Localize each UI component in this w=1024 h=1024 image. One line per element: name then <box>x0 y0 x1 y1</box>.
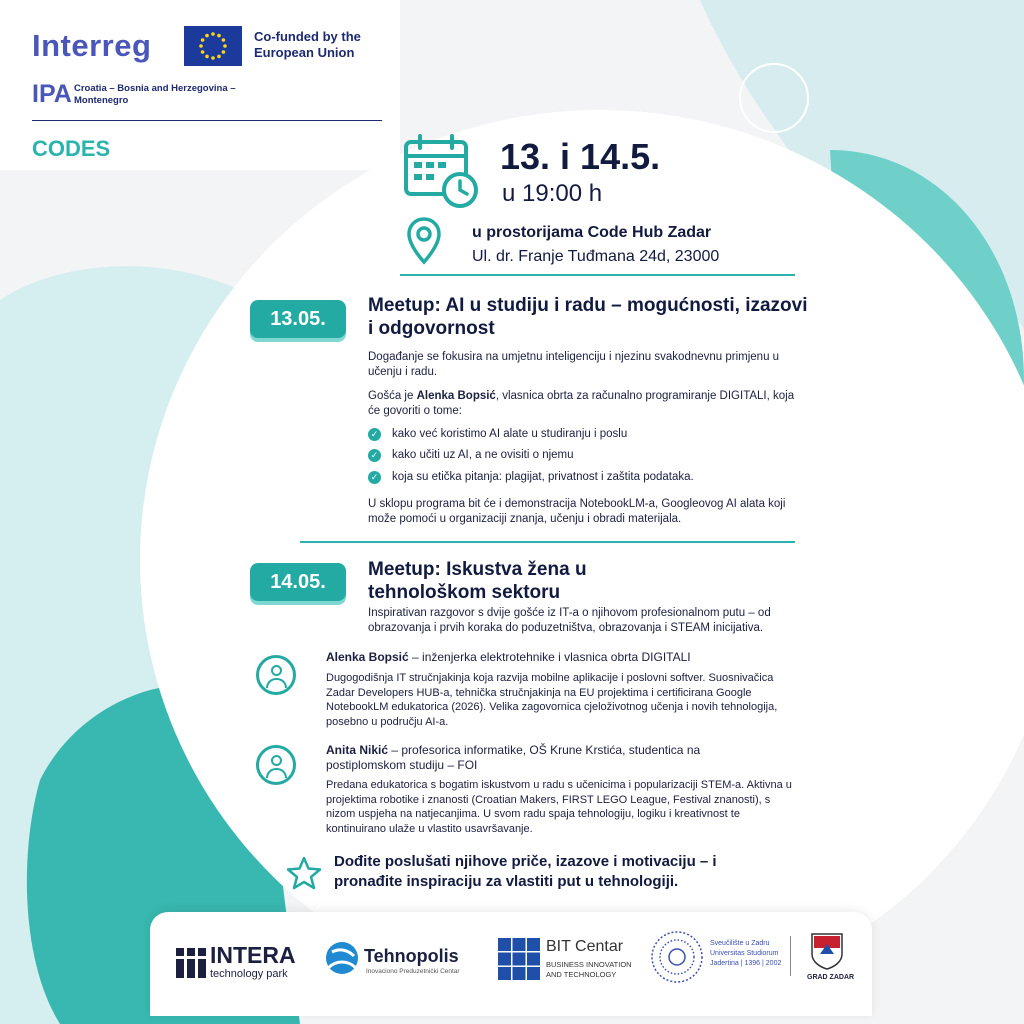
bit-centar-logo: BIT Centar <box>546 938 624 955</box>
intera-sub: technology park <box>210 968 288 980</box>
speaker2-name: Anita Nikić <box>326 743 389 757</box>
meetup2-title: Meetup: Iskustva žena u tehnološkom sektoru <box>368 559 587 603</box>
project-name: CODES <box>32 136 111 161</box>
university-name1: Sveučilište u Zadru <box>710 940 770 947</box>
tehnopolis-logo: Tehnopolis <box>364 946 459 966</box>
university-name2: Universitas Studiorum <box>710 950 779 957</box>
ipa-program-text: Croatia – Bosnia and Herzegovina – Montenegro <box>74 83 236 106</box>
bit-centar-logo-icon <box>498 938 540 980</box>
header-divider <box>32 120 382 121</box>
speaker2-header <box>326 743 726 773</box>
speaker1-bio: Dugogodišnja IT stručnjakinja koja razvija mobilne aplikacije i poslovni softver. Suosnivačica Zadar Developers HUB-a, tehnička stručnjakinja na EU projektima i certificirana Google NotebookLM edukatorica (2026). Velika zagovornica cjeloživotnog učenja i novih tehnologija, posebno u području AI-a. <box>326 672 778 728</box>
meetup2-intro: Inspirativan razgovor s dvije gošće iz IT-a o njihovom profesionalnom putu – od obrazovanja i prvih koraka do poduzetništva, obrazovanja i STEAM inicijativa. <box>368 607 771 634</box>
venue-address: Ul. dr. Franje Tuđmana 24d, 23000 <box>472 248 720 265</box>
university-name3: Jadertina | 1396 | 2002 <box>710 960 782 967</box>
grad-zadar-label: GRAD ZADAR <box>807 974 855 981</box>
check-icon: ✓ <box>368 471 381 484</box>
guest-prefix: Gošća je <box>368 390 417 402</box>
meetup1-bullet: kako već koristimo AI alate u studiranju i poslu <box>392 428 628 440</box>
interreg-logo: Interreg <box>32 28 152 63</box>
intera-logo-icon <box>176 948 206 978</box>
check-icon: ✓ <box>368 428 381 441</box>
university-seal-icon <box>650 930 704 984</box>
person-icon <box>256 655 296 695</box>
meetup1-date-badge: 13.05. <box>250 300 346 338</box>
partner-logos-bar <box>150 912 872 1016</box>
venue-name: u prostorijama Code Hub Zadar <box>472 224 712 241</box>
meetup1-bullet: koja su etička pitanja: plagijat, privatnost i zaštita podataka. <box>392 471 694 483</box>
speaker2-role: – profesorica informatike, OŠ Krune Krstića, studentica na postiplomskom studiju – FOI <box>326 743 701 772</box>
speaker1-name: Alenka Bopsić <box>326 650 409 664</box>
meetup1-bullet: kako učiti uz AI, a ne ovisiti o njemu <box>392 449 574 461</box>
logo-divider <box>790 936 791 976</box>
ipa-logo: IPA <box>32 80 72 108</box>
star-icon <box>286 856 322 890</box>
meetup1-title: Meetup: AI u studiju i radu – mogućnosti, izazovi i odgovornost <box>368 295 808 339</box>
guest-suffix: , vlasnica obrta za računalno programiranje DIGITALI, koja će govoriti o tome: <box>368 390 795 417</box>
closing-call-to-action: Dođite poslušati njihove priče, izazove i motivaciju – i pronađite inspiraciju za vlastiti put u tehnologiji. <box>334 853 717 890</box>
tehnopolis-sub: Inovaciono Preduzetnički Centar <box>366 968 460 975</box>
bit-centar-sub1: BUSINESS INNOVATION <box>546 960 632 969</box>
check-icon: ✓ <box>368 449 381 462</box>
speaker2-bio: Predana edukatorica s bogatim iskustvom u radu s učenicima i popularizaciji STEM-a. Aktivna u projektima robotike i znanosti (Croatian Makers, FIRST LEGO League, Festival znanosti), s nizom uspjeha na natjecanjima. U svom radu spaja tehnologiju, logiku i kreativnost te kontinuirano ulaže u vlastito usavršavanje. <box>326 779 792 835</box>
meetup1-intro: Događanje se fokusira na umjetnu inteligenciju i njezinu svakodnevnu primjenu u učenju i radu. <box>368 351 780 378</box>
meetup1-guest <box>368 389 808 419</box>
grad-zadar-coat-of-arms-icon <box>810 932 844 970</box>
speaker1-header <box>326 650 786 665</box>
event-time: u 19:00 h <box>502 180 603 207</box>
meetup2-date-badge: 14.05. <box>250 563 346 601</box>
location-pin-icon <box>406 216 442 268</box>
tehnopolis-logo-icon <box>322 938 362 982</box>
guest-name: Alenka Bopsić <box>416 390 496 402</box>
speaker1-role: – inženjerka elektrotehnike i vlasnica obrta DIGITALI <box>408 650 691 664</box>
event-dates: 13. i 14.5. <box>500 136 661 177</box>
eu-flag <box>184 26 242 66</box>
person-icon <box>256 745 296 785</box>
cofunded-text: Co-funded by the European Union <box>254 29 361 60</box>
section-divider <box>400 274 795 276</box>
eu-stars-icon <box>184 26 242 66</box>
intera-logo: INTERA <box>210 942 296 968</box>
meetup1-outro: U sklopu programa bit će i demonstracija NotebookLM-a, Googleovog AI alata koji može pomoći u organizaciji znanja, učenju i obradi materijala. <box>368 498 786 525</box>
section-divider <box>300 541 795 543</box>
calendar-clock-icon <box>402 132 482 212</box>
bit-centar-sub2: AND TECHNOLOGY <box>546 970 617 979</box>
